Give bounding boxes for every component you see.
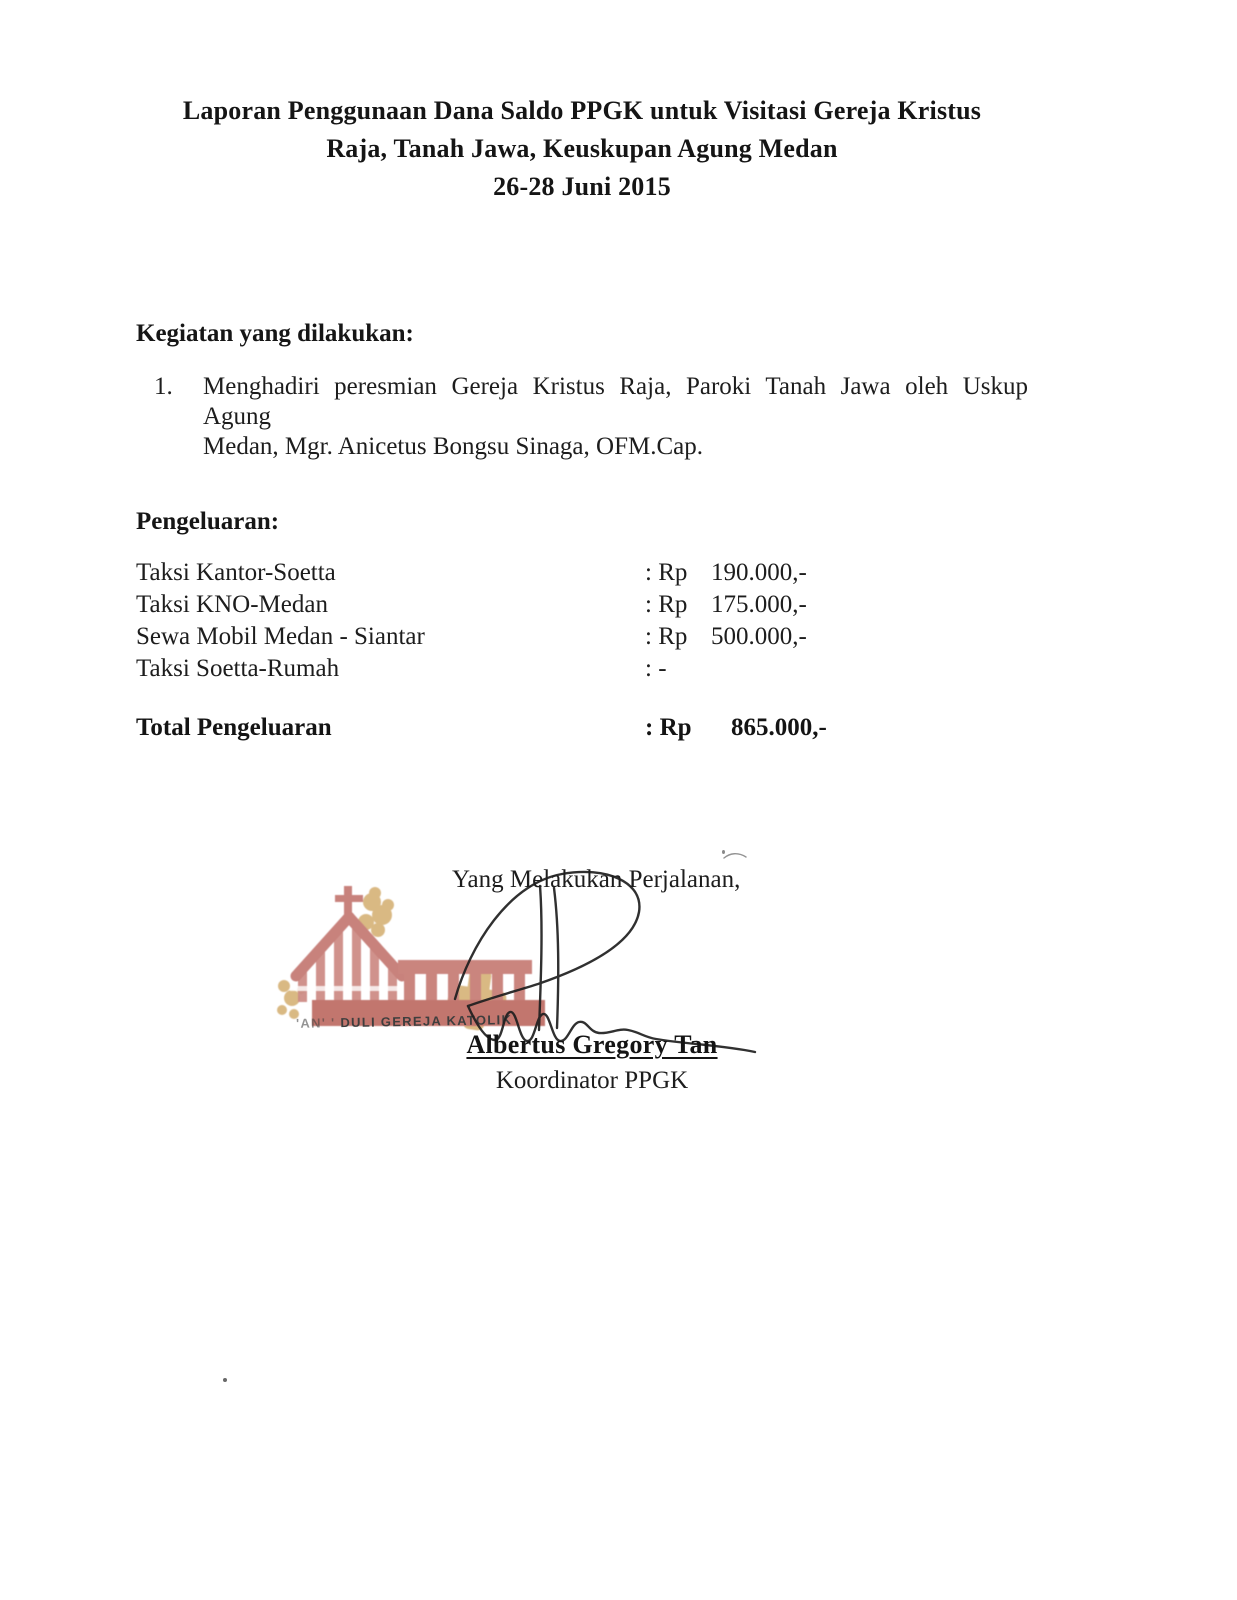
document-title-line-2: Raja, Tanah Jawa, Keuskupan Agung Medan: [326, 134, 838, 163]
handwritten-signature: [438, 846, 760, 1058]
expense-currency: : Rp: [645, 559, 688, 586]
activity-item-text: [203, 372, 1028, 462]
expense-row: [136, 621, 1028, 653]
expense-label: Taksi KNO-Medan: [136, 591, 328, 618]
activity-list-item: [154, 372, 1028, 462]
activity-item-number: 1.: [154, 373, 173, 400]
expense-currency: : Rp: [645, 623, 688, 650]
expense-table: [136, 557, 1028, 685]
expense-label: Sewa Mobil Medan - Siantar: [136, 623, 425, 650]
expense-row: [136, 589, 1028, 621]
expenses-heading: Pengeluaran:: [136, 508, 280, 535]
activity-item-line-2: Medan, Mgr. Anicetus Bongsu Sinaga, OFM.Cap.: [203, 433, 703, 460]
expense-label: Taksi Kantor-Soetta: [136, 559, 336, 586]
expense-total-row: [136, 712, 1028, 744]
expense-currency: : Rp: [645, 591, 688, 618]
signature-preamble: Yang Melakukan Perjalanan,: [452, 866, 741, 893]
signee-name: Albertus Gregory Tan: [466, 1030, 718, 1059]
expense-amount: 175.000,-: [711, 591, 807, 618]
signee-block: [417, 1030, 767, 1095]
expense-currency: : -: [645, 655, 667, 682]
expense-label: Taksi Soetta-Rumah: [136, 655, 340, 682]
document-title-line-1: Laporan Penggunaan Dana Saldo PPGK untuk Visitasi Gereja Kristus: [182, 96, 982, 125]
expense-row: [136, 557, 1028, 589]
total-currency: : Rp: [645, 714, 692, 741]
expense-amount: 500.000,-: [711, 623, 807, 650]
expense-amount: [711, 653, 1028, 685]
expense-amount: 190.000,-: [711, 559, 807, 586]
activities-heading: Kegiatan yang dilakukan:: [136, 320, 414, 347]
total-amount: 865.000,-: [731, 714, 827, 741]
signee-role: Koordinator PPGK: [495, 1067, 689, 1094]
expense-row: [136, 653, 1028, 685]
document-title-line-3: 26-28 Juni 2015: [493, 172, 671, 201]
document-title: [136, 92, 1028, 206]
scan-speck: [223, 1378, 227, 1382]
total-label: Total Pengeluaran: [136, 714, 332, 741]
stamp-caption-faded: 'AN' ': [295, 1015, 336, 1031]
activity-item-line-1: Menghadiri peresmian Gereja Kristus Raja, Paroki Tanah Jawa oleh Uskup Agung: [203, 373, 1028, 430]
stamp-caption-text: DULI GEREJA KATOLIK: [340, 1012, 513, 1031]
